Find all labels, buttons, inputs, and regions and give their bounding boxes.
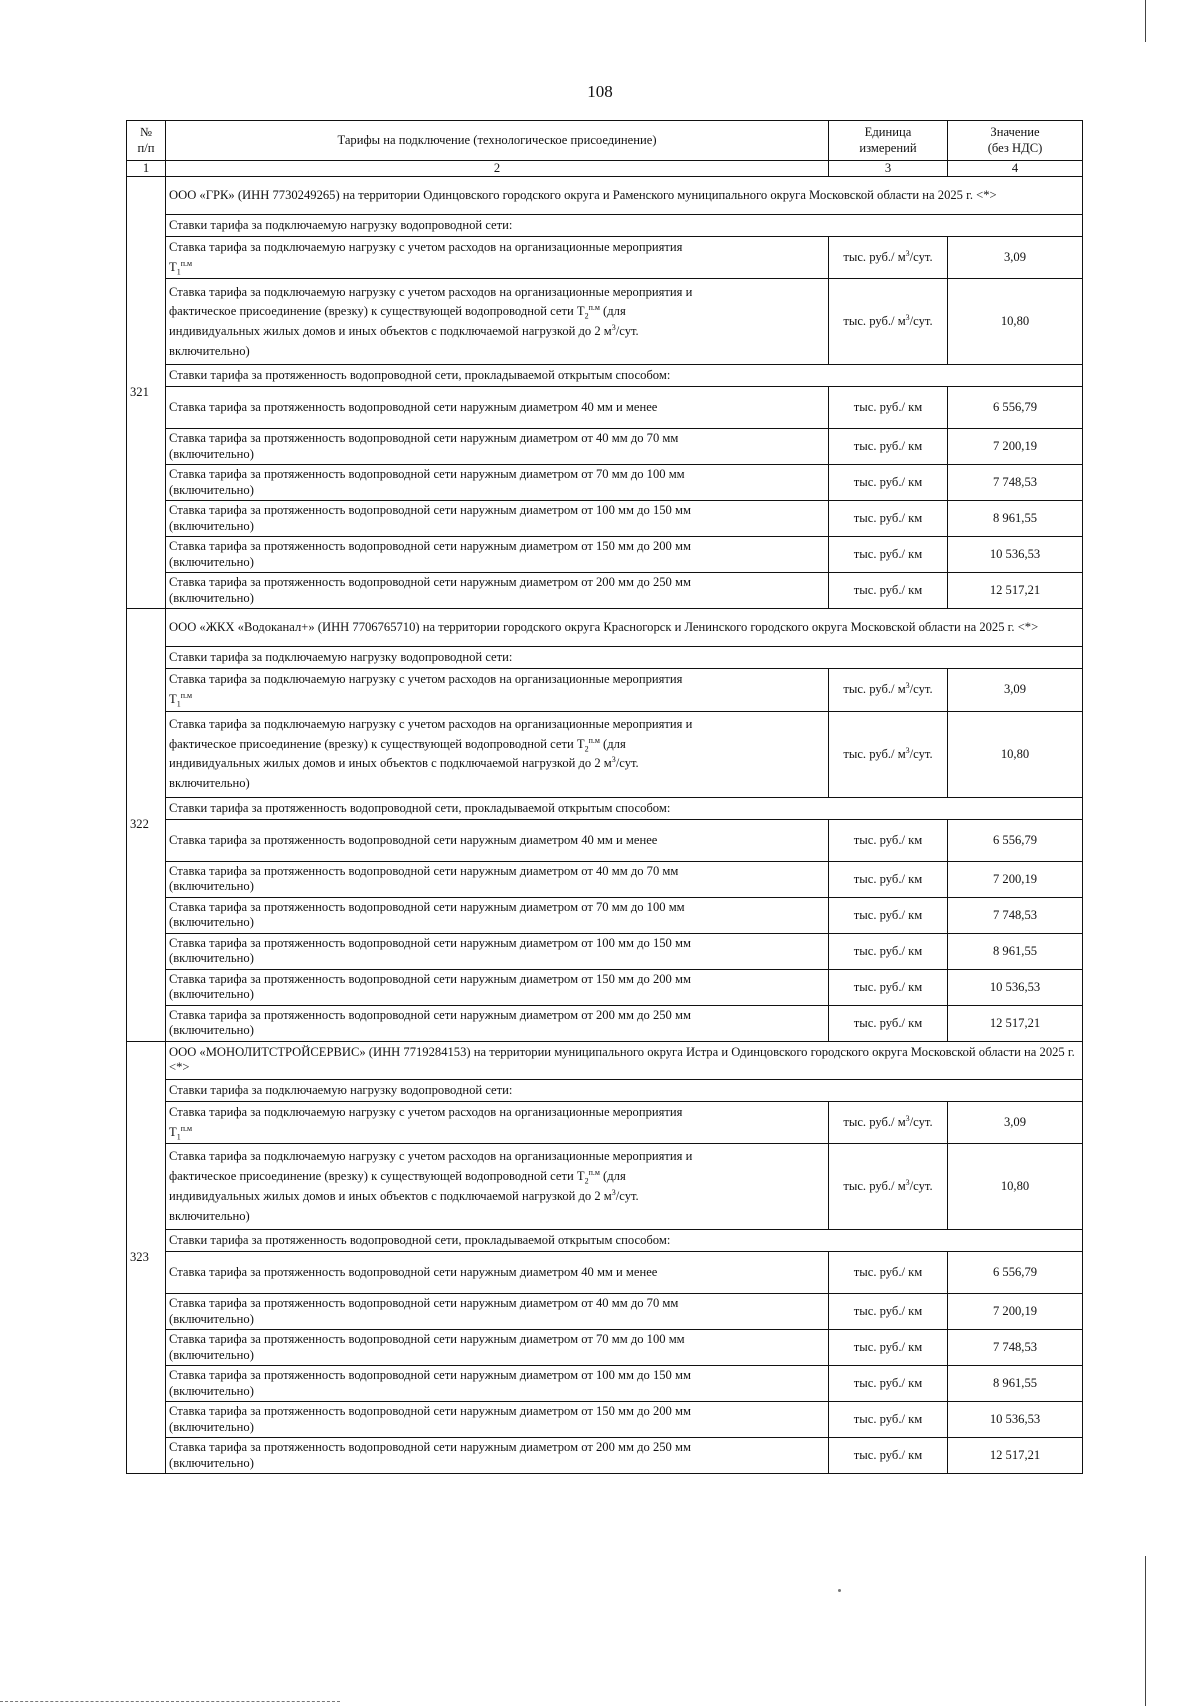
unit-cell [829, 1101, 948, 1143]
section-row [127, 1079, 1083, 1101]
text: Ставка тарифа за протяженность водопроводной сети наружным диаметром от 150 мм до 200 мм [169, 971, 691, 986]
value-cell: 8 961,55 [948, 933, 1083, 969]
column-index-row [127, 161, 1083, 177]
table-row [127, 1101, 1083, 1143]
tariff-description [166, 1402, 829, 1438]
scan-edge-mark [1145, 0, 1146, 42]
org-row [127, 609, 1083, 647]
table-row [127, 465, 1083, 501]
text: /сут. [909, 1114, 933, 1129]
table-row [127, 237, 1083, 279]
subscript: 1 [176, 267, 181, 277]
superscript: п.м [180, 258, 193, 268]
org-row [127, 1041, 1083, 1079]
text: /сут. [615, 323, 639, 338]
text: Ставка тарифа за протяженность водопроводной сети наружным диаметром от 200 мм до 250 мм [169, 1440, 691, 1455]
column-index: 3 [829, 161, 948, 177]
header-unit: Единица измерений [829, 121, 948, 161]
table-row [127, 861, 1083, 897]
unit-cell: тыс. руб./ км [829, 969, 948, 1005]
value-cell: 10,80 [948, 1144, 1083, 1230]
text: Ставка тарифа за подключаемую нагрузку с учетом расходов на организационные мероприятия и [169, 1149, 693, 1164]
unit-cell: тыс. руб./ км [829, 819, 948, 861]
text: Ставка тарифа за подключаемую нагрузку с учетом расходов на организационные мероприятия [169, 240, 683, 254]
text: (включительно) [169, 1023, 254, 1038]
tariff-table [126, 120, 1083, 1474]
text-line [169, 1207, 825, 1227]
tariff-description [166, 429, 829, 465]
value-cell: 10,80 [948, 279, 1083, 365]
organization-title: ООО «МОНОЛИТСТРОЙСЕРВИС» (ИНН 7719284153) на территории муниципального округа Истра и Одинцовского городского округа Московской области на 2025 г. <*> [166, 1041, 1083, 1079]
tariff-description [166, 465, 829, 501]
row-number: 322 [127, 609, 166, 1041]
table-row [127, 429, 1083, 465]
table-row [127, 1294, 1083, 1330]
tariff-description [166, 819, 829, 861]
unit-cell: тыс. руб./ км [829, 1366, 948, 1402]
text: Ставка тарифа за протяженность водопроводной сети наружным диаметром от 40 мм до 70 мм [169, 1296, 679, 1311]
section-row [127, 1230, 1083, 1252]
text-line [169, 715, 825, 735]
value-cell: 8 961,55 [948, 1366, 1083, 1402]
table-row [127, 819, 1083, 861]
row-number: 323 [127, 1041, 166, 1473]
unit-cell: тыс. руб./ км [829, 933, 948, 969]
table-row [127, 933, 1083, 969]
superscript: 3 [905, 312, 910, 322]
table-row [127, 279, 1083, 365]
header-value: Значение (без НДС) [948, 121, 1083, 161]
value-cell: 6 556,79 [948, 387, 1083, 429]
text: тыс. руб./ м [843, 249, 906, 264]
text: Ставка тарифа за протяженность водопроводной сети наружным диаметром от 150 мм до 200 мм [169, 539, 691, 554]
text: Ставка тарифа за протяженность водопроводной сети наружным диаметром от 40 мм до 70 мм [169, 863, 679, 878]
value-cell: 7 200,19 [948, 1294, 1083, 1330]
tariff-description [166, 387, 829, 429]
text: включительно) [169, 1208, 250, 1223]
tariff-description [166, 1144, 829, 1230]
text: (включительно) [169, 554, 254, 569]
text: (для [599, 304, 626, 319]
subscript: 2 [584, 311, 589, 321]
symbol: T [169, 692, 177, 707]
value-cell: 12 517,21 [948, 1005, 1083, 1041]
text-line [169, 322, 825, 342]
text: (включительно) [169, 1383, 254, 1398]
table-header-row [127, 121, 1083, 161]
text: тыс. руб./ м [843, 1114, 906, 1129]
table-row [127, 711, 1083, 797]
unit-cell [829, 1144, 948, 1230]
section-title: Ставки тарифа за протяженность водопроводной сети, прокладываемой открытым способом: [166, 365, 1083, 387]
text: Ставка тарифа за протяженность водопроводной сети наружным диаметром от 70 мм до 100 мм [169, 1332, 685, 1347]
page-number: 108 [587, 82, 613, 101]
table-row [127, 969, 1083, 1005]
text: Ставка тарифа за протяженность водопроводной сети наружным диаметром от 100 мм до 150 мм [169, 503, 691, 518]
text: тыс. руб./ м [843, 682, 906, 697]
superscript: 3 [611, 755, 616, 765]
unit-cell: тыс. руб./ км [829, 1294, 948, 1330]
value-cell: 12 517,21 [948, 1438, 1083, 1474]
value-cell: 3,09 [948, 1101, 1083, 1143]
unit-cell [829, 279, 948, 365]
text: тыс. руб./ м [843, 1179, 906, 1194]
text: (включительно) [169, 482, 254, 497]
table-row [127, 1005, 1083, 1041]
value-cell: 7 748,53 [948, 1330, 1083, 1366]
superscript: 3 [905, 1113, 910, 1123]
organization-title: ООО «ЖКХ «Водоканал+» (ИНН 7706765710) на территории городского округа Красногорск и Ленинского городского округа Московской области на 2025 г. <*> [166, 609, 1083, 647]
superscript: п.м [588, 735, 600, 745]
tariff-description [166, 1252, 829, 1294]
text: Ставка тарифа за подключаемую нагрузку с учетом расходов на организационные мероприятия и [169, 284, 693, 299]
section-title: Ставки тарифа за протяженность водопроводной сети, прокладываемой открытым способом: [166, 1230, 1083, 1252]
tariff-description [166, 711, 829, 797]
table-row [127, 669, 1083, 711]
section-row [127, 797, 1083, 819]
tariff-description [166, 537, 829, 573]
superscript: 3 [905, 681, 910, 691]
superscript: 3 [905, 745, 910, 755]
section-row [127, 647, 1083, 669]
unit-cell [829, 669, 948, 711]
text: (включительно) [169, 1419, 254, 1434]
tariff-description [166, 1101, 829, 1143]
text-line [169, 283, 825, 303]
table-row [127, 897, 1083, 933]
tariff-description [166, 1005, 829, 1041]
org-row [127, 177, 1083, 215]
tariff-description [166, 279, 829, 365]
section-title: Ставки тарифа за подключаемую нагрузку водопроводной сети: [166, 1079, 1083, 1101]
text: тыс. руб./ м [843, 746, 906, 761]
value-cell: 3,09 [948, 237, 1083, 279]
table-row [127, 1402, 1083, 1438]
section-row [127, 365, 1083, 387]
column-index: 2 [166, 161, 829, 177]
subscript: 1 [176, 699, 181, 709]
text: (включительно) [169, 879, 254, 894]
text-line [169, 258, 825, 278]
text: Ставка тарифа за протяженность водопроводной сети наружным диаметром от 100 мм до 150 мм [169, 935, 691, 950]
superscript: п.м [180, 691, 193, 701]
section-title: Ставки тарифа за подключаемую нагрузку водопроводной сети: [166, 647, 1083, 669]
text: Ставка тарифа за подключаемую нагрузку с учетом расходов на организационные мероприятия [169, 1104, 683, 1119]
tariff-description [166, 933, 829, 969]
tariff-description [166, 1438, 829, 1474]
text-line [169, 1103, 825, 1123]
text-line [169, 1187, 825, 1207]
unit-cell [829, 711, 948, 797]
value-cell: 10,80 [948, 711, 1083, 797]
text: (включительно) [169, 1455, 254, 1470]
section-title: Ставки тарифа за подключаемую нагрузку водопроводной сети: [166, 215, 1083, 237]
superscript: п.м [588, 303, 600, 313]
unit-cell: тыс. руб./ км [829, 429, 948, 465]
table-row [127, 537, 1083, 573]
text: /сут. [615, 756, 639, 771]
table-row [127, 1330, 1083, 1366]
tariff-description [166, 969, 829, 1005]
text: /сут. [909, 746, 933, 761]
table-row [127, 501, 1083, 537]
text: тыс. руб./ м [843, 314, 906, 329]
text: индивидуальных жилых домов и иных объектов с подключаемой нагрузкой до 2 м [169, 323, 612, 338]
organization-title: ООО «ГРК» (ИНН 7730249265) на территории Одинцовского городского округа и Раменского муниципального округа Московской области на 2025 г. <*> [166, 177, 1083, 215]
text: включительно) [169, 776, 250, 791]
text: (для [599, 736, 626, 751]
header-number: № п/п [127, 121, 166, 161]
superscript: 3 [611, 322, 616, 332]
tariff-description [166, 897, 829, 933]
unit-cell [829, 237, 948, 279]
text-line [169, 1123, 825, 1143]
text-line [169, 690, 825, 710]
text-line [169, 1147, 825, 1167]
text: /сут. [909, 1179, 933, 1194]
text: фактическое присоединение (врезку) к существующей водопроводной сети T [169, 1169, 585, 1184]
section-row [127, 215, 1083, 237]
text: /сут. [909, 314, 933, 329]
text-line [169, 735, 825, 755]
value-cell: 8 961,55 [948, 501, 1083, 537]
text: (включительно) [169, 915, 254, 930]
text: (включительно) [169, 590, 254, 605]
text: Ставка тарифа за протяженность водопроводной сети наружным диаметром от 150 мм до 200 мм [169, 1404, 691, 1419]
scan-footer-mark [0, 1701, 340, 1702]
text: Ставка тарифа за протяженность водопроводной сети наружным диаметром 40 мм и менее [169, 832, 658, 847]
section-title: Ставки тарифа за протяженность водопроводной сети, прокладываемой открытым способом: [166, 797, 1083, 819]
text: индивидуальных жилых домов и иных объектов с подключаемой нагрузкой до 2 м [169, 1188, 612, 1203]
unit-cell: тыс. руб./ км [829, 1252, 948, 1294]
scan-speck [838, 1589, 841, 1592]
tariff-description [166, 669, 829, 711]
column-index: 4 [948, 161, 1083, 177]
text-line [169, 754, 825, 774]
value-cell: 7 748,53 [948, 465, 1083, 501]
text: Ставка тарифа за протяженность водопроводной сети наружным диаметром от 70 мм до 100 мм [169, 467, 685, 482]
text: /сут. [909, 249, 933, 264]
text: Ставка тарифа за протяженность водопроводной сети наружным диаметром от 70 мм до 100 мм [169, 899, 685, 914]
value-cell: 10 536,53 [948, 969, 1083, 1005]
unit-cell: тыс. руб./ км [829, 861, 948, 897]
value-cell: 10 536,53 [948, 537, 1083, 573]
symbol: T [169, 259, 177, 274]
text: фактическое присоединение (врезку) к существующей водопроводной сети T [169, 304, 585, 319]
value-cell: 7 200,19 [948, 429, 1083, 465]
text: (включительно) [169, 518, 254, 533]
header-description: Тарифы на подключение (технологическое присоединение) [166, 121, 829, 161]
table-row [127, 387, 1083, 429]
unit-cell: тыс. руб./ км [829, 537, 948, 573]
tariff-description [166, 1330, 829, 1366]
text: Ставка тарифа за подключаемую нагрузку с учетом расходов на организационные мероприятия [169, 672, 683, 687]
unit-cell: тыс. руб./ км [829, 573, 948, 609]
superscript: п.м [588, 1167, 600, 1177]
subscript: 2 [584, 1176, 589, 1186]
table-row [127, 1252, 1083, 1294]
text: включительно) [169, 343, 250, 358]
unit-cell: тыс. руб./ км [829, 1330, 948, 1366]
column-index: 1 [127, 161, 166, 177]
text: (включительно) [169, 1311, 254, 1326]
subscript: 2 [584, 744, 589, 754]
unit-cell: тыс. руб./ км [829, 1005, 948, 1041]
text-line [169, 1167, 825, 1187]
text: (включительно) [169, 1347, 254, 1362]
text: (для [599, 1169, 626, 1184]
tariff-description [166, 573, 829, 609]
value-cell: 12 517,21 [948, 573, 1083, 609]
tariff-table-body [127, 177, 1083, 1474]
unit-cell: тыс. руб./ км [829, 501, 948, 537]
text: /сут. [615, 1188, 639, 1203]
text: Ставка тарифа за протяженность водопроводной сети наружным диаметром от 100 мм до 150 мм [169, 1368, 691, 1383]
unit-cell: тыс. руб./ км [829, 1438, 948, 1474]
superscript: 3 [611, 1187, 616, 1197]
text: Ставка тарифа за протяженность водопроводной сети наружным диаметром 40 мм и менее [169, 400, 658, 415]
text: Ставка тарифа за протяженность водопроводной сети наружным диаметром от 200 мм до 250 мм [169, 1007, 691, 1022]
text: (включительно) [169, 987, 254, 1002]
symbol: T [169, 1124, 177, 1139]
tariff-description [166, 501, 829, 537]
tariff-description [166, 1294, 829, 1330]
text: /сут. [909, 682, 933, 697]
tariff-description [166, 861, 829, 897]
value-cell: 7 748,53 [948, 897, 1083, 933]
text-line [169, 302, 825, 322]
unit-cell: тыс. руб./ км [829, 1402, 948, 1438]
value-cell: 6 556,79 [948, 1252, 1083, 1294]
unit-cell: тыс. руб./ км [829, 465, 948, 501]
scan-edge-mark [1145, 1556, 1146, 1706]
tariff-description [166, 237, 829, 279]
text-line [169, 670, 825, 690]
value-cell: 10 536,53 [948, 1402, 1083, 1438]
table-row [127, 1438, 1083, 1474]
text: Ставка тарифа за протяженность водопроводной сети наружным диаметром от 200 мм до 250 мм [169, 575, 691, 590]
superscript: 3 [905, 1177, 910, 1187]
superscript: 3 [905, 248, 910, 258]
unit-cell: тыс. руб./ км [829, 387, 948, 429]
text: Ставка тарифа за протяженность водопроводной сети наружным диаметром 40 мм и менее [169, 1265, 658, 1280]
value-cell: 3,09 [948, 669, 1083, 711]
value-cell: 7 200,19 [948, 861, 1083, 897]
row-number: 321 [127, 177, 166, 609]
text-line [169, 774, 825, 794]
text: (включительно) [169, 951, 254, 966]
subscript: 1 [176, 1132, 181, 1142]
unit-cell: тыс. руб./ км [829, 897, 948, 933]
text: (включительно) [169, 446, 254, 461]
superscript: п.м [180, 1123, 193, 1133]
text: индивидуальных жилых домов и иных объектов с подключаемой нагрузкой до 2 м [169, 756, 612, 771]
text: Ставка тарифа за подключаемую нагрузку с учетом расходов на организационные мероприятия и [169, 716, 693, 731]
table-row [127, 1144, 1083, 1230]
text: Ставка тарифа за протяженность водопроводной сети наружным диаметром от 40 мм до 70 мм [169, 431, 679, 446]
tariff-description [166, 1366, 829, 1402]
table-row [127, 573, 1083, 609]
text-line [169, 238, 825, 258]
value-cell: 6 556,79 [948, 819, 1083, 861]
table-row [127, 1366, 1083, 1402]
text: фактическое присоединение (врезку) к существующей водопроводной сети T [169, 736, 585, 751]
text-line [169, 342, 825, 362]
